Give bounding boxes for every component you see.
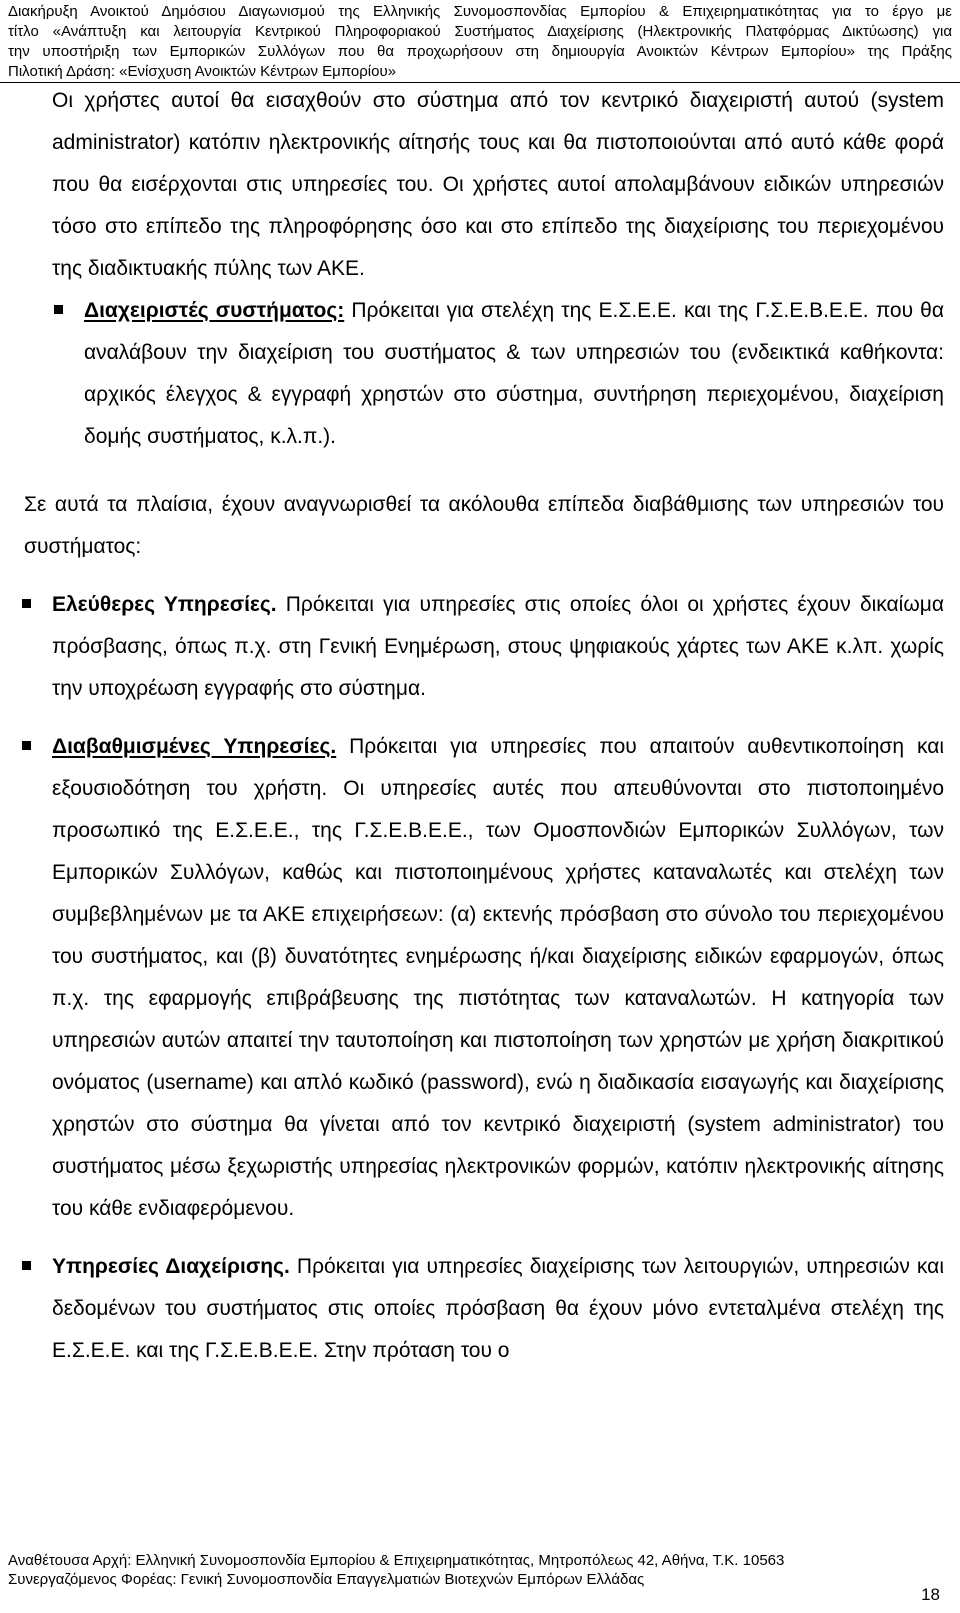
list-item-text: Πρόκειται για υπηρεσίες που απαιτούν αυθεντικοποίηση και εξουσιοδότηση του χρήστη. Οι υπηρεσίες αυτές που απευθύνονται στο πιστοποιημένο προσωπικό της Ε.Σ.Ε.Ε., της Γ.Σ.Ε.Β.Ε.Ε., των Ομοσπονδιών Εμπορικών Συλλόγων, των Εμπορικών Συλλόγων, καθώς και πιστοποιημένους χρήστες καταναλωτές και στελέχη των συμβεβλημένων με τα ΑΚΕ επιχειρήσεων: (α) εκτενής πρόσβαση στο σύνολο του περιεχομένου του συστήματος, και (β) δυνατότητες ενημέρωσης ή/και διαχείρισης ειδικών εφαρμογών, όπως π.χ. της εφαρμογής επιβράβευσης της πιστότητας των καταναλωτών. Η κατηγορία των υπηρεσιών αυτών απαιτεί την ταυτοποίηση και πιστοποίηση των χρηστών με χρήση διακριτικού ονόματος (username) και απλό κωδικό (password), ενώ η διαδικασία εισαγωγής και διαχείρισης χρηστών στο σύστημα θα γίνεται από τον κεντρικό διαχειριστή (system administrator) του συστήματος μέσω ξεχωριστής υπηρεσίας ηλεκτρονικών φορμών, κατόπιν ηλεκτρονικής αίτησης του κάθε ενδιαφερόμενου. — [52, 735, 944, 1220]
list-item-graded-services — [36, 726, 944, 1230]
list-item-admins — [68, 290, 944, 458]
list-item-text: Πρόκειται για υπηρεσίες στις οποίες όλοι οι χρήστες έχουν δικαίωμα πρόσβασης, όπως π.χ. στη Γενική Ενημέρωση, στους ψηφιακούς χάρτες των ΑΚΕ κ.λπ. χωρίς την υποχρέωση εγγραφής στο σύστημα. — [52, 593, 944, 700]
list-item-title: Ελεύθερες Υπηρεσίες. — [52, 593, 277, 616]
header-line: Διακήρυξη Ανοικτού Δημόσιου Διαγωνισμού της Ελληνικής Συνομοσπονδίας Εμπορίου & Επιχειρηματικότητας για το έργο με — [8, 3, 952, 20]
header-line: την υποστήριξη των Εμπορικών Συλλόγων που θα προχωρήσουν στη δημιουργία Ανοικτών Κέντρων Εμπορίου» της Πράξης — [8, 43, 952, 60]
header-line: Πιλοτική Δράση: «Ενίσχυση Ανοικτών Κέντρων Εμπορίου» — [8, 63, 397, 80]
levels-intro-paragraph: Σε αυτά τα πλαίσια, έχουν αναγνωρισθεί τα ακόλουθα επίπεδα διαβάθμισης των υπηρεσιών του συστήματος: — [24, 493, 944, 558]
list-item-title: Διαχειριστές συστήματος: — [84, 299, 345, 322]
bullet-square-icon — [22, 741, 31, 750]
list-item-text: Πρόκειται για στελέχη της Ε.Σ.Ε.Ε. και της Γ.Σ.Ε.Β.Ε.Ε. που θα αναλάβουν την διαχείριση του συστήματος & των υπηρεσιών του (ενδεικτικά καθήκοντα: αρχικός έλεγχος & εγγραφή χρηστών στο σύστημα, συντήρηση περιεχομένου, διαχείριση δομής συστήματος, κ.λ.π.). — [84, 299, 944, 448]
page-number: 18 — [921, 1585, 940, 1604]
list-item-title: Διαβαθμισμένες Υπηρεσίες. — [52, 735, 337, 758]
document-header — [8, 2, 952, 82]
intro-paragraph: Οι χρήστες αυτοί θα εισαχθούν στο σύστημα από τον κεντρικό διαχειριστή αυτού (system administrator) κατόπιν ηλεκτρονικής αίτησής τους και θα πιστοποιούνται από αυτό κάθε φορά που θα εισέρχονται στις υπηρεσίες του. Οι χρήστες αυτοί απολαμβάνουν ειδικών υπηρεσιών τόσο στο επίπεδο της πληροφόρησης όσο και στο επίπεδο της διαχείρισης του περιεχομένου της διαδικτυακής πύλης των ΑΚΕ. — [52, 89, 944, 280]
bullet-square-icon — [22, 599, 31, 608]
document-footer — [8, 1551, 908, 1589]
document-body — [24, 80, 944, 1372]
footer-line: Αναθέτουσα Αρχή: Ελληνική Συνομοσπονδία Εμπορίου & Επιχειρηματικότητας, Μητροπόλεως 42, Αθήνα, Τ.Κ. 10563 — [8, 1552, 785, 1569]
spacer — [36, 1230, 944, 1246]
footer-line: Συνεργαζόμενος Φορέας: Γενική Συνομοσπονδία Επαγγελματιών Βιοτεχνών Εμπόρων Ελλάδας — [8, 1571, 645, 1588]
bullet-square-icon — [22, 1261, 31, 1270]
spacer — [36, 710, 944, 726]
list-item-management-services — [36, 1246, 944, 1372]
spacer — [36, 568, 944, 584]
spacer — [36, 458, 944, 484]
list-item-free-services — [36, 584, 944, 710]
bullet-square-icon — [54, 305, 63, 314]
header-line: τίτλο «Ανάπτυξη και λειτουργία Κεντρικού Πληροφοριακού Συστήματος Διαχείρισης (Ηλεκτρονικής Πλατφόρμας Δικτύωσης) για — [8, 23, 952, 40]
list-item-text: Πρόκειται για υπηρεσίες διαχείρισης των λειτουργιών, υπηρεσιών και δεδομένων του συστήματος στις οποίες πρόσβαση θα έχουν μόνο εντεταλμένα στελέχη της Ε.Σ.Ε.Ε. και της Γ.Σ.Ε.Β.Ε.Ε. Στην πρόταση του ο — [52, 1255, 944, 1362]
list-item-title: Υπηρεσίες Διαχείρισης. — [52, 1255, 290, 1278]
